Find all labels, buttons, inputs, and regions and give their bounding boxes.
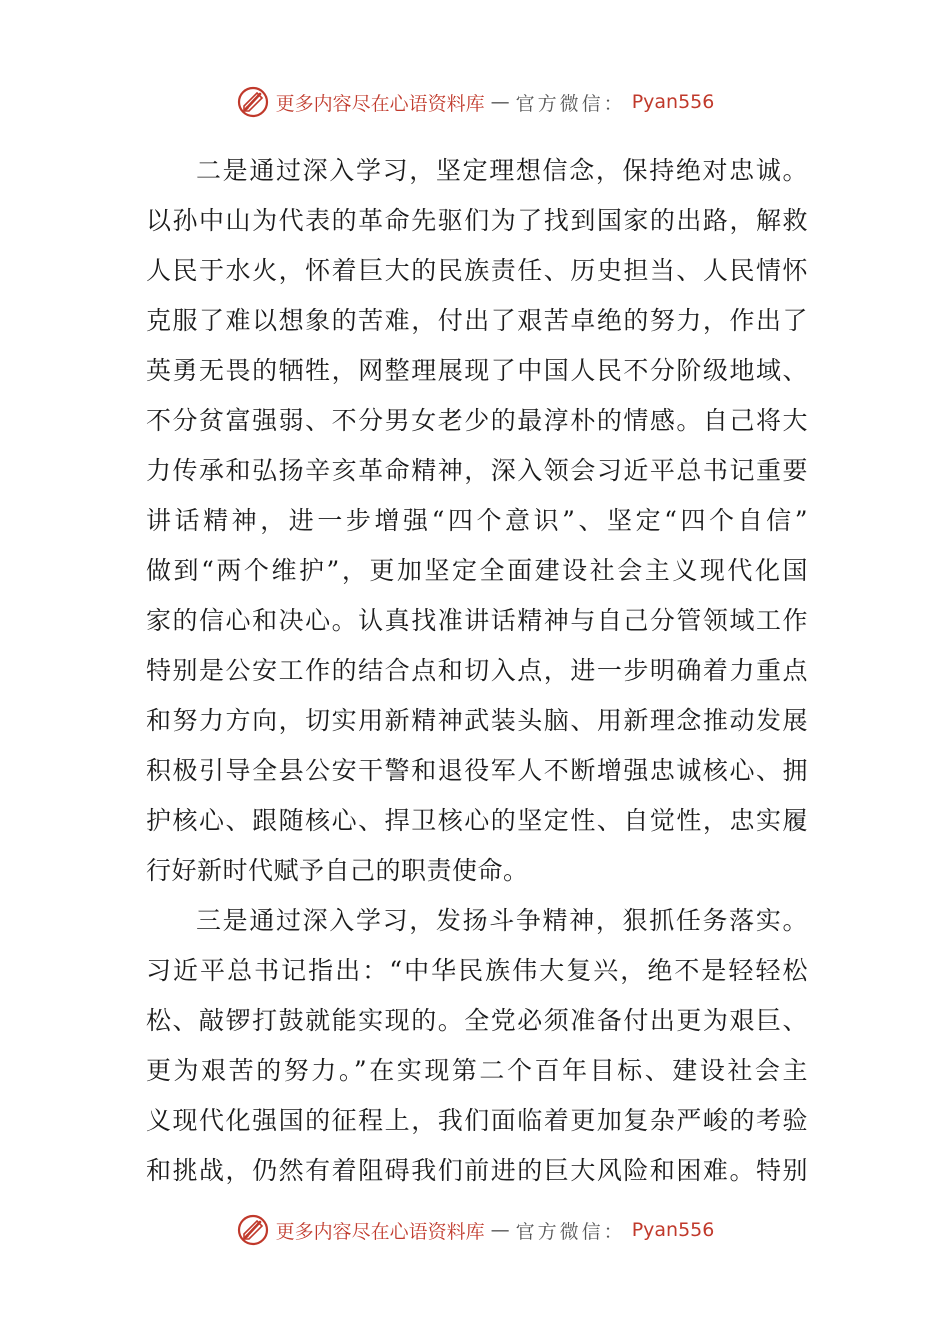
text-line: 讲话精神，进一步增强“四个意识”、坚定“四个自信” (146, 506, 808, 535)
banner-separator: — (490, 1219, 510, 1241)
text-line: 人民于水火，怀着巨大的民族责任、历史担当、人民情怀 (146, 256, 808, 285)
text-line: 和挑战，仍然有着阻碍我们前进的巨大风险和困难。特别 (146, 1156, 808, 1185)
text-line: 和努力方向，切实用新精神武装头脑、用新理念推动发展 (146, 706, 808, 735)
pen-logo-icon (236, 85, 270, 119)
paragraph (146, 896, 808, 1196)
banner-wechat-label: 官方微信： (515, 92, 626, 115)
text-line: 二是通过深入学习，坚定理想信念，保持绝对忠诚。 (196, 156, 808, 185)
document-body (146, 146, 808, 1196)
text-line: 克服了难以想象的苦难，付出了艰苦卓绝的努力，作出了 (146, 306, 808, 335)
text-line: 家的信心和决心。认真找准讲话精神与自己分管领域工作 (146, 606, 808, 635)
banner-text: 更多内容尽在心语资料库 (275, 92, 485, 115)
text-line: 做到“两个维护”，更加坚定全面建设社会主义现代化国 (146, 556, 808, 585)
banner-text: 更多内容尽在心语资料库 (275, 1220, 485, 1243)
text-line: 三是通过深入学习，发扬斗争精神，狠抓任务落实。 (196, 906, 808, 935)
banner-wechat-id: Pyan556 (631, 91, 715, 113)
text-line: 松、敲锣打鼓就能实现的。全党必须准备付出更为艰巨、 (146, 1006, 808, 1035)
text-line: 义现代化强国的征程上，我们面临着更加复杂严峻的考验 (146, 1106, 808, 1135)
text-line: 以孙中山为代表的革命先驱们为了找到国家的出路，解救 (146, 206, 808, 235)
text-line: 护核心、跟随核心、捍卫核心的坚定性、自觉性，忠实履 (146, 806, 808, 835)
text-line: 行好新时代赋予自己的职责使命。 (146, 856, 529, 885)
banner-wechat-id: Pyan556 (631, 1219, 715, 1241)
text-line: 积极引导全县公安干警和退役军人不断增强忠诚核心、拥 (146, 756, 808, 785)
banner-wechat-label: 官方微信： (515, 1220, 626, 1243)
text-line: 英勇无畏的牺牲，网整理展现了中国人民不分阶级地域、 (146, 356, 808, 385)
footer-banner (0, 1210, 950, 1250)
text-line: 力传承和弘扬辛亥革命精神，深入领会习近平总书记重要 (146, 456, 808, 485)
text-line: 不分贫富强弱、不分男女老少的最淳朴的情感。自己将大 (146, 406, 808, 435)
pen-logo-icon (236, 1213, 270, 1247)
text-line: 更为艰苦的努力。”在实现第二个百年目标、建设社会主 (146, 1056, 808, 1085)
text-line: 特别是公安工作的结合点和切入点，进一步明确着力重点 (146, 656, 808, 685)
paragraph (146, 146, 808, 896)
header-banner (0, 82, 950, 122)
banner-separator: — (490, 91, 510, 113)
text-line: 习近平总书记指出：“中华民族伟大复兴，绝不是轻轻松 (146, 956, 808, 985)
